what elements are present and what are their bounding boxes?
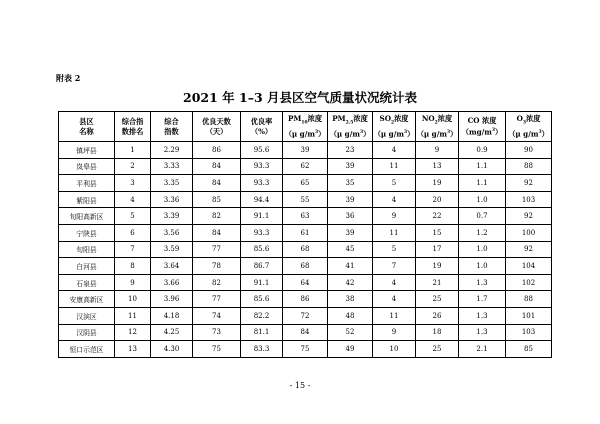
table-cell: 4.25 — [151, 324, 193, 341]
table-cell: 5 — [373, 241, 416, 258]
table-cell: 5 — [115, 208, 151, 225]
table-cell: 74 — [193, 307, 241, 324]
table-cell: 22 — [416, 208, 459, 225]
header-subscript: 10 — [301, 120, 308, 126]
table-row — [59, 158, 552, 175]
table-cell: 39 — [328, 224, 373, 241]
table-cell: 7 — [115, 241, 151, 258]
column-header — [283, 112, 328, 142]
table-cell: 1 — [115, 142, 151, 159]
table-cell: 62 — [283, 158, 328, 175]
table-cell: 4 — [373, 274, 416, 291]
table-cell: 49 — [328, 341, 373, 358]
table-cell: 41 — [328, 258, 373, 275]
table-cell: 103 — [506, 191, 552, 208]
table-cell: 48 — [328, 307, 373, 324]
table-body — [59, 142, 552, 358]
table-cell: 92 — [506, 241, 552, 258]
table-cell: 1.0 — [459, 241, 506, 258]
header-pollutant: O — [516, 113, 523, 123]
table-cell: 3.33 — [151, 158, 193, 175]
table-cell: 0.9 — [459, 142, 506, 159]
header-line-2: 指数 — [164, 126, 179, 136]
header-line-2 — [373, 128, 415, 139]
table-cell: 93.3 — [241, 224, 283, 241]
table-cell: 82.2 — [241, 307, 283, 324]
table-cell: 65 — [283, 175, 328, 192]
table-row — [59, 208, 552, 225]
header-line-1: 优良率 — [250, 116, 273, 126]
table-cell: 19 — [416, 258, 459, 275]
table-cell: 19 — [416, 175, 459, 192]
table-cell: 72 — [283, 307, 328, 324]
header-subscript: 2.5 — [345, 120, 354, 126]
header-unit-close: ） — [495, 127, 503, 137]
table-row — [59, 258, 552, 275]
header-line-2 — [416, 128, 458, 139]
table-cell: 23 — [328, 142, 373, 159]
table-cell: 25 — [416, 341, 459, 358]
table-cell: 86.7 — [241, 258, 283, 275]
header-superscript: 3 — [491, 127, 495, 133]
table-cell: 84 — [283, 324, 328, 341]
column-header — [151, 112, 193, 142]
county-name-cell: 紫阳县 — [59, 191, 115, 208]
page-number: - 15 - — [289, 381, 311, 390]
table-cell: 90 — [506, 142, 552, 159]
table-cell: 73 — [193, 324, 241, 341]
table-cell: 3.96 — [151, 291, 193, 308]
table-cell: 85.6 — [241, 291, 283, 308]
header-line-1 — [373, 114, 415, 128]
table-cell: 86 — [283, 291, 328, 308]
table-cell: 3.59 — [151, 241, 193, 258]
table-cell: 100 — [506, 224, 552, 241]
table-cell: 11 — [373, 158, 416, 175]
table-row — [59, 175, 552, 192]
header-suffix: 浓度 — [353, 113, 368, 123]
table-cell: 1.0 — [459, 191, 506, 208]
table-cell: 11 — [115, 307, 151, 324]
header-line-2: （%） — [250, 126, 273, 136]
table-cell: 3.64 — [151, 258, 193, 275]
table-cell: 78 — [193, 258, 241, 275]
header-superscript: 3 — [314, 130, 319, 136]
table-cell: 7 — [373, 258, 416, 275]
header-line-2 — [283, 128, 327, 139]
header-unit: （mg/m — [461, 127, 492, 137]
table-cell: 6 — [115, 224, 151, 241]
table-cell: 75 — [193, 341, 241, 358]
table-cell: 18 — [416, 324, 459, 341]
table-cell: 93.3 — [241, 175, 283, 192]
county-name-cell: 旬阳高新区 — [59, 208, 115, 225]
header-unit: （μ g/m — [373, 129, 404, 139]
table-cell: 84 — [193, 175, 241, 192]
table-cell: 9 — [373, 324, 416, 341]
header-subscript: 2 — [390, 120, 395, 126]
table-cell: 11 — [373, 224, 416, 241]
county-name-cell: 镇坪县 — [59, 142, 115, 159]
header-superscript: 3 — [359, 130, 364, 136]
header-row — [59, 112, 552, 142]
table-cell: 4 — [373, 291, 416, 308]
header-subscript: 2 — [434, 120, 438, 126]
table-cell: 9 — [416, 142, 459, 159]
table-cell: 104 — [506, 258, 552, 275]
table-cell: 10 — [373, 341, 416, 358]
header-line-1 — [416, 114, 458, 128]
header-unit-close: ） — [363, 129, 371, 139]
table-row — [59, 307, 552, 324]
table-title: 2021 年 1–3 月县区空气质量状况统计表 — [183, 90, 417, 105]
county-name-cell: 平利县 — [59, 175, 115, 192]
table-cell: 1.0 — [459, 258, 506, 275]
county-name-cell: 安康高新区 — [59, 291, 115, 308]
table-cell: 84 — [193, 158, 241, 175]
table-cell: 15 — [416, 224, 459, 241]
table-cell: 12 — [115, 324, 151, 341]
table-cell: 82 — [193, 208, 241, 225]
table-cell: 11 — [373, 307, 416, 324]
table-cell: 1.1 — [459, 175, 506, 192]
table-cell: 83.3 — [241, 341, 283, 358]
table-row — [59, 324, 552, 341]
column-header — [506, 112, 552, 142]
header-unit-close: ） — [450, 129, 458, 139]
table-cell: 77 — [193, 241, 241, 258]
county-name-cell: 石泉县 — [59, 274, 115, 291]
column-header — [373, 112, 416, 142]
header-superscript: 3 — [446, 130, 451, 136]
table-cell: 4 — [115, 191, 151, 208]
header-pollutant: PM — [287, 113, 302, 123]
table-cell: 3.39 — [151, 208, 193, 225]
table-cell: 4 — [373, 142, 416, 159]
table-cell: 35 — [328, 175, 373, 192]
table-cell: 52 — [328, 324, 373, 341]
table-cell: 64 — [283, 274, 328, 291]
table-cell: 38 — [328, 291, 373, 308]
table-cell: 85 — [506, 341, 552, 358]
header-superscript: 3 — [403, 130, 408, 136]
table-cell: 20 — [416, 191, 459, 208]
header-unit: （μ g/m — [508, 129, 539, 139]
table-cell: 8 — [115, 258, 151, 275]
header-line-1 — [506, 114, 551, 128]
table-cell: 3 — [115, 175, 151, 192]
header-unit-close: ） — [318, 129, 326, 139]
header-line-2: 名称 — [79, 126, 94, 136]
header-line-1: 综合指 — [121, 116, 144, 126]
table-cell: 1.7 — [459, 291, 506, 308]
annex-label: 附表 2 — [56, 73, 81, 83]
county-name-cell: 宁陕县 — [59, 224, 115, 241]
table-cell: 9 — [115, 274, 151, 291]
table-cell: 0.7 — [459, 208, 506, 225]
table-cell: 9 — [373, 208, 416, 225]
header-line-2: 数排名 — [121, 126, 144, 136]
table-cell: 17 — [416, 241, 459, 258]
county-name-cell: 汉阴县 — [59, 324, 115, 341]
table-cell: 102 — [506, 274, 552, 291]
table-cell: 39 — [328, 158, 373, 175]
table-cell: 85 — [193, 191, 241, 208]
table-cell: 101 — [506, 307, 552, 324]
header-pollutant: CO — [467, 115, 480, 125]
table-cell: 91.1 — [241, 208, 283, 225]
table-cell: 13 — [416, 158, 459, 175]
county-name-cell: 恒口示范区 — [59, 341, 115, 358]
air-quality-table — [58, 111, 552, 358]
table-cell: 81.1 — [241, 324, 283, 341]
table-row — [59, 341, 552, 358]
table-row — [59, 274, 552, 291]
header-subscript: 3 — [522, 120, 526, 126]
table-cell: 63 — [283, 208, 328, 225]
header-unit: （μ g/m — [329, 129, 360, 139]
header-suffix: 浓度 — [526, 113, 541, 123]
table-cell: 85.6 — [241, 241, 283, 258]
column-header — [416, 112, 459, 142]
table-cell: 68 — [283, 258, 328, 275]
table-cell: 55 — [283, 191, 328, 208]
header-line-1: 县区 — [79, 116, 94, 126]
county-name-cell: 旬阳县 — [59, 241, 115, 258]
column-header — [59, 112, 115, 142]
header-unit-close: ） — [541, 129, 549, 139]
header-line-2 — [328, 128, 372, 139]
table-row — [59, 191, 552, 208]
table-cell: 61 — [283, 224, 328, 241]
column-header — [328, 112, 373, 142]
table-cell: 21 — [416, 274, 459, 291]
table-cell: 3.56 — [151, 224, 193, 241]
table-cell: 91.1 — [241, 274, 283, 291]
table-cell: 1.3 — [459, 324, 506, 341]
table-cell: 1.2 — [459, 224, 506, 241]
table-cell: 92 — [506, 175, 552, 192]
header-superscript: 3 — [538, 130, 542, 136]
county-name-cell: 岚皋县 — [59, 158, 115, 175]
header-pollutant: NO — [421, 113, 435, 123]
column-header — [241, 112, 283, 142]
table-cell: 45 — [328, 241, 373, 258]
header-line-1 — [283, 114, 327, 128]
table-cell: 77 — [193, 291, 241, 308]
county-name-cell: 汉滨区 — [59, 307, 115, 324]
table-cell: 3.66 — [151, 274, 193, 291]
header-line-1 — [459, 116, 505, 126]
table-cell: 86 — [193, 142, 241, 159]
table-row — [59, 142, 552, 159]
header-unit: （μ g/m — [416, 129, 447, 139]
header-line-2 — [459, 126, 505, 137]
table-cell: 1.3 — [459, 274, 506, 291]
table-cell: 2.29 — [151, 142, 193, 159]
table-cell: 39 — [283, 142, 328, 159]
header-line-2: （天） — [205, 126, 228, 136]
table-cell: 68 — [283, 241, 328, 258]
table-cell: 2.1 — [459, 341, 506, 358]
table-cell: 103 — [506, 324, 552, 341]
header-line-1: 优良天数 — [202, 116, 231, 126]
table-cell: 36 — [328, 208, 373, 225]
table-cell: 88 — [506, 158, 552, 175]
column-header — [193, 112, 241, 142]
table-cell: 39 — [328, 191, 373, 208]
header-unit: （μ g/m — [284, 129, 315, 139]
header-line-1: 综合 — [164, 116, 179, 126]
table-cell: 42 — [328, 274, 373, 291]
header-line-2 — [506, 128, 551, 139]
header-suffix: 浓度 — [307, 113, 323, 123]
table-cell: 82 — [193, 274, 241, 291]
table-cell: 93.3 — [241, 158, 283, 175]
table-cell: 2 — [115, 158, 151, 175]
table-cell: 4.30 — [151, 341, 193, 358]
table-cell: 75 — [283, 341, 328, 358]
column-header — [459, 112, 506, 142]
table-cell: 25 — [416, 291, 459, 308]
column-header — [115, 112, 151, 142]
table-cell: 10 — [115, 291, 151, 308]
table-row — [59, 291, 552, 308]
table-cell: 13 — [115, 341, 151, 358]
table-cell: 1.1 — [459, 158, 506, 175]
table-cell: 1.3 — [459, 307, 506, 324]
table-cell: 5 — [373, 175, 416, 192]
header-unit-close: ） — [407, 129, 415, 139]
header-suffix: 浓度 — [394, 113, 409, 123]
header-pollutant: SO — [379, 113, 391, 123]
table-cell: 3.35 — [151, 175, 193, 192]
table-cell: 4 — [373, 191, 416, 208]
table-cell: 4.18 — [151, 307, 193, 324]
table-cell: 92 — [506, 208, 552, 225]
county-name-cell: 白河县 — [59, 258, 115, 275]
table-cell: 95.6 — [241, 142, 283, 159]
table-cell: 26 — [416, 307, 459, 324]
table-row — [59, 224, 552, 241]
table-row — [59, 241, 552, 258]
table-cell: 84 — [193, 224, 241, 241]
table-cell: 88 — [506, 291, 552, 308]
table-cell: 94.4 — [241, 191, 283, 208]
header-suffix: 浓度 — [479, 115, 497, 125]
header-line-1 — [328, 114, 372, 128]
header-pollutant: PM — [332, 113, 346, 123]
table-cell: 3.36 — [151, 191, 193, 208]
header-suffix: 浓度 — [437, 113, 453, 123]
